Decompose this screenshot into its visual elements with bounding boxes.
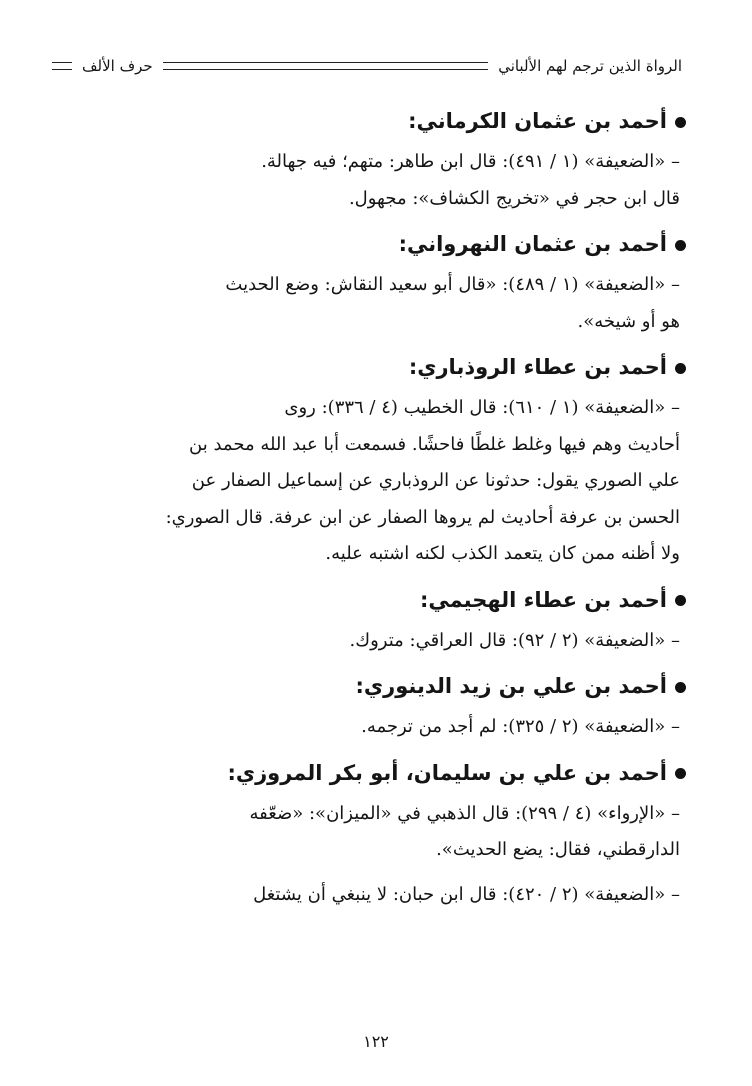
narrator-name [56, 581, 686, 619]
narrator-name [56, 754, 686, 792]
bullet-icon [675, 117, 686, 128]
narrator-name-text: أحمد بن علي بن زيد الدينوري: [355, 674, 667, 698]
chapter-title: حرف الألف [82, 57, 153, 75]
book-title: الرواة الذين ترجم لهم الألباني [498, 57, 682, 75]
bullet-icon [675, 682, 686, 693]
narrator-entry [56, 754, 686, 914]
entry-line: الحسن بن عرفة أحاديث لم يروها الصفار عن ابن عرفة. قال الصوري: [165, 506, 680, 528]
entry-line: – «الضعيفة» (١ / ٦١٠): قال الخطيب (٤ / ٣٣٦): روى [56, 390, 686, 427]
entry-line: قال ابن حجر في «تخريج الكشاف»: مجهول. [348, 187, 680, 209]
narrator-entry [56, 225, 686, 340]
narrator-entry [56, 581, 686, 660]
header-rule [163, 62, 489, 70]
bullet-icon [675, 363, 686, 374]
entry-line: أحاديث وهم فيها وغلط غلطًا فاحشًا. فسمعت أبا عبد الله محمد بن [189, 433, 680, 455]
entry-line: – «الضعيفة» (١ / ٤٨٩): «قال أبو سعيد النقاش: وضع الحديث [56, 267, 686, 304]
entry-line: هو أو شيخه». [577, 310, 680, 332]
entry-line: – «الضعيفة» (٢ / ٣٢٥): لم أجد من ترجمه. [56, 709, 686, 746]
page-number: ١٢٢ [363, 1032, 389, 1051]
narrator-name [56, 225, 686, 263]
narrator-entry [56, 667, 686, 746]
narrator-name [56, 102, 686, 140]
bullet-icon [675, 240, 686, 251]
narrator-name-text: أحمد بن عطاء الهجيمي: [419, 587, 667, 612]
narrator-name-text: أحمد بن عثمان النهرواني: [398, 232, 667, 256]
entry-line: الدارقطني، فقال: يضع الحديث». [436, 839, 680, 860]
bullet-icon [675, 595, 686, 606]
narrator-name-text: أحمد بن عثمان الكرماني: [408, 109, 667, 133]
bullet-icon [675, 768, 686, 779]
entry-line: – «الضعيفة» (٢ / ٩٢): قال العراقي: متروك. [56, 623, 686, 660]
entry-line: – «الضعيفة» (١ / ٤٩١): قال ابن طاهر: متهم؛ فيه جهالة. [56, 144, 686, 181]
entry-line: – «الإرواء» (٤ / ٢٩٩): قال الذهبي في «الميزان»: «ضعّفه [56, 796, 686, 833]
running-header [52, 52, 682, 80]
narrator-name-text: أحمد بن عطاء الروذباري: [408, 355, 667, 379]
narrator-name-text: أحمد بن علي بن سليمان، أبو بكر المروزي: [227, 760, 667, 785]
entry-line: علي الصوري يقول: حدثونا عن الروذباري عن إسماعيل الصفار عن [191, 470, 680, 491]
entry-line: ولا أظنه ممن كان يتعمد الكذب لكنه اشتبه عليه. [325, 543, 680, 564]
narrator-entry [56, 102, 686, 217]
header-rule-end [52, 62, 72, 70]
narrator-entry [56, 348, 686, 573]
narrator-name [56, 348, 686, 386]
entry-line: – «الضعيفة» (٢ / ٤٢٠): قال ابن حبان: لا ينبغي أن يشتغل [56, 877, 686, 914]
page-content [56, 102, 686, 913]
narrator-name [56, 667, 686, 705]
